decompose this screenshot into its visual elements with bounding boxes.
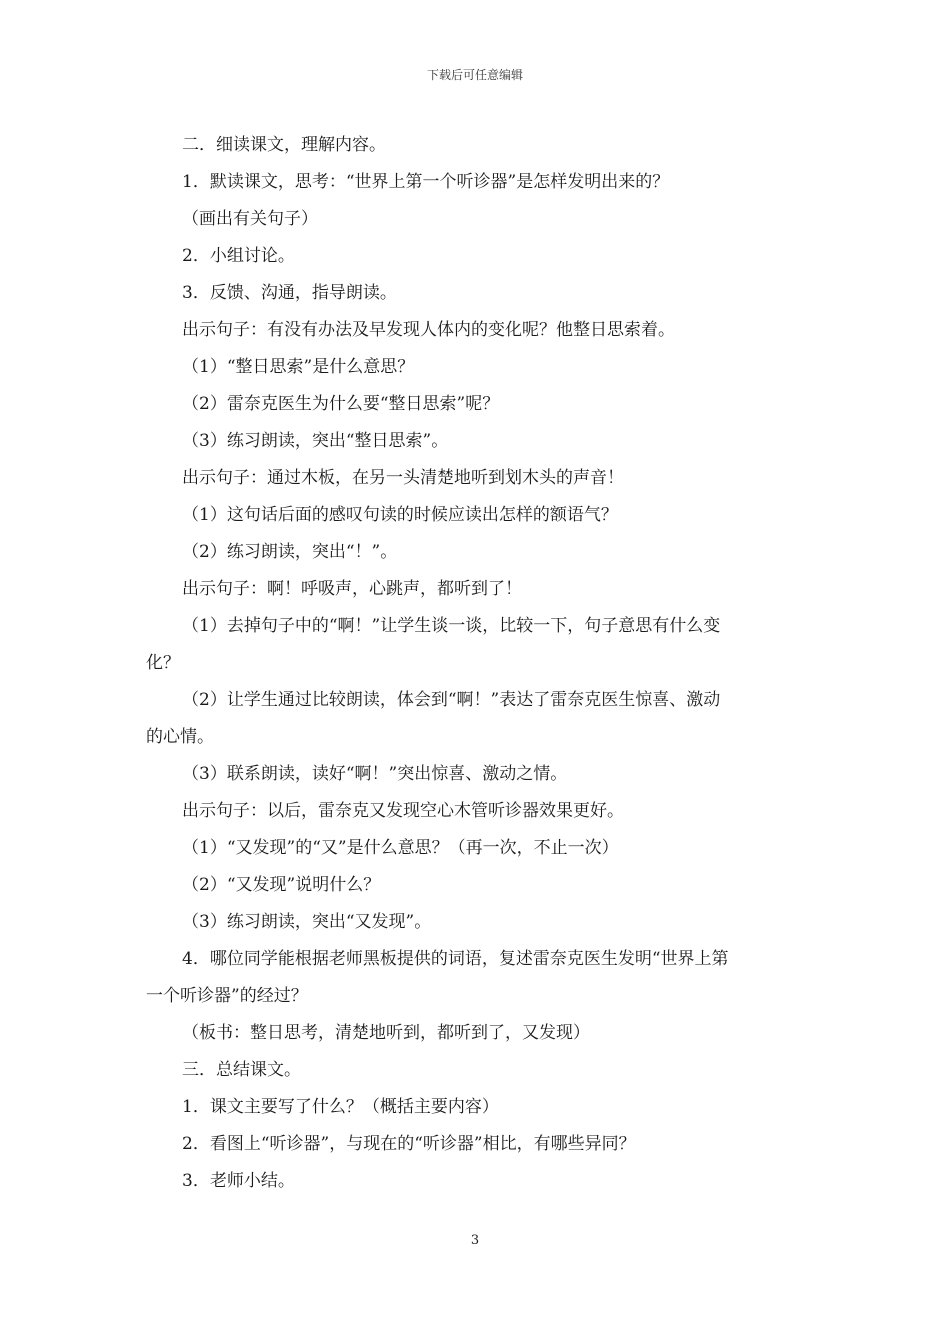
text-line: 出示句子：啊！呼吸声，心跳声，都听到了！: [182, 579, 522, 599]
text-line: 二．细读课文，理解内容。: [182, 135, 386, 155]
text-line: （画出有关句子）: [182, 209, 318, 229]
text-line: 三．总结课文。: [182, 1060, 301, 1080]
text-line: 出示句子：有没有办法及早发现人体内的变化呢？他整日思索着。: [182, 320, 675, 340]
text-line: 3．反馈、沟通，指导朗读。: [182, 283, 397, 303]
text-line: （板书：整日思考，清楚地听到，都听到了，又发现）: [182, 1023, 590, 1043]
text-line: 1．默读课文，思考：“世界上第一个听诊器”是怎样发明出来的？: [182, 172, 670, 192]
text-line: （3）联系朗读，读好“啊！”突出惊喜、激动之情。: [182, 764, 568, 784]
text-line: 4．哪位同学能根据老师黑板提供的词语，复述雷奈克医生发明“世界上第: [182, 949, 729, 969]
text-line: 的心情。: [146, 727, 214, 747]
text-line: 化？: [146, 653, 180, 673]
text-line: 3．老师小结。: [182, 1171, 295, 1191]
text-line: （3）练习朗读，突出“整日思索”。: [182, 431, 449, 451]
text-line: 2．看图上“听诊器”，与现在的“听诊器”相比，有哪些异同？: [182, 1134, 636, 1154]
text-line: （2）“又发现”说明什么？: [182, 875, 381, 895]
text-line: 出示句子：通过木板，在另一头清楚地听到划木头的声音！: [182, 468, 624, 488]
text-line: （1）“整日思索”是什么意思？: [182, 357, 415, 377]
text-line: （1）去掉句子中的“啊！”让学生谈一谈，比较一下，句子意思有什么变: [182, 616, 721, 636]
page-header: 下载后可任意编辑: [426, 68, 523, 82]
text-line: （2）练习朗读，突出“！”。: [182, 542, 398, 562]
text-line: （1）“又发现”的“又”是什么意思？（再一次，不止一次）: [182, 838, 619, 858]
text-line: （2）让学生通过比较朗读，体会到“啊！”表达了雷奈克医生惊喜、激动: [182, 690, 721, 710]
text-line: （1）这句话后面的感叹句读的时候应读出怎样的额语气？: [182, 505, 618, 525]
text-line: 2．小组讨论。: [182, 246, 295, 266]
text-line: 一个听诊器”的经过？: [146, 986, 308, 1006]
document-body: [146, 127, 808, 1200]
text-line: 1．课文主要写了什么？（概括主要内容）: [182, 1097, 499, 1117]
text-line: （3）练习朗读，突出“又发现”。: [182, 912, 432, 932]
page-number: 3: [470, 1233, 480, 1248]
text-line: 出示句子：以后，雷奈克又发现空心木管听诊器效果更好。: [182, 801, 624, 821]
text-line: （2）雷奈克医生为什么要“整日思索”呢？: [182, 394, 500, 414]
